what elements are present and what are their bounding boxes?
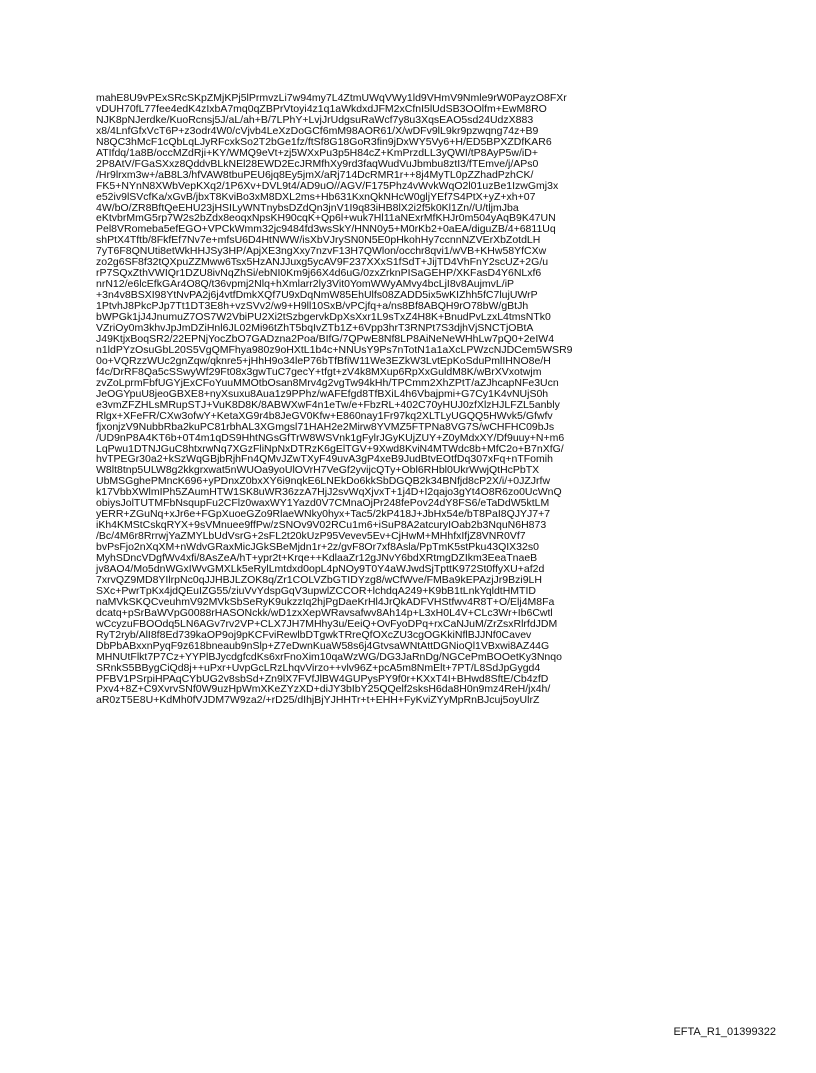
text-line: e52iv9lSVcfKa/xGvB/jbxT8KviBo3xM8DXL2ms+Hb631KxnQkNHcW0gljYEf7S4PtX+yZ+xh+07 [96, 190, 536, 203]
text-line: +3n4v8BSXI98YtNvPA2j6j4vtfDmkXQf7U9xDqNmW85EhUlfs08ZADD5ix5wKIZhh5fC7lujUWrP [96, 289, 538, 302]
document-id-label: EFTA_R1_01399322 [673, 1026, 776, 1038]
text-line: /Hr9lrxm3w+/aB8L3/hfVAW8tbuPEU6jq8Ey5jmX/aRj714DcRMR1r++8j4MyTL0pZZhadPzhCK/ [96, 168, 534, 181]
text-line: 7yT6F8QNUti8etWkHHJSy3HP/ApjXE3ngXxy7nzvF13H7QWlon/occhr8qvi1/wVB+KHw58YfCXw [96, 245, 547, 258]
text-line: iKh4KMStCskqRYX+9sVMnuee9ffPw/zSNOv9V02RCu1m6+iSuP8A2atcuryIOab2b3NquN6H873 [96, 519, 547, 532]
text-line: zo2g6SF8f32tQXpuZZMww6Tsx5HzANJJuxg5ycAV9F237XXxS1fSdT+JijTD4VhFnY2scUZ+2G/u [96, 256, 549, 269]
text-line: W8lt8tnp5ULW8g2kkgrxwat5nWUOa9yoUlOVrH7VeGf2yvijcQTy+Obl6RHbl0UkrWwjQtHcPbTX [96, 464, 540, 477]
text-line: 7xrvQZ9MD8YIlrpNc0qJJHBJLZOK8q/Zr1COLVZbGTIDYzg8/wCfWve/FMBa9kEPAzjJr9Bzi9LH [96, 573, 542, 586]
text-line: mahE8U9vPExSRcSKpZMjKPj5lPrmvzLi7w94my7L4ZtmUWqVWy1ld9VHmV9Nmle9rW0PayzO8FXr [96, 92, 567, 104]
text-line: bWPGk1jJ4JnumuZ7OS7W2VbiPU2Xi2tSzbgervkDpXsXxr1L9sTxZ4H8K+BnudPvLzxL4tmsNTk0 [96, 311, 551, 324]
text-line: NJK8pNJerdke/KuoRcnsj5J/aL/ah+B/7LPhY+LvjJrUdgsuRaWcf7y8u3XqsEAO5sd24UdzX883 [96, 113, 534, 126]
text-line: 0o+VQRzzWUc2gnZqw/qknre5+jHhH9o34leP76bTfBfiW11We3EZkW3LvtEpKoSduPmlIHNO8e/H [96, 354, 551, 367]
text-line: bvPsFjo2nXqXM+nWdvGRaxMicJGkSBeMjdn1r+2z/gvF8Or7xf8Asla/PpTmK5stPku43QIX32s0 [96, 541, 539, 554]
text-line: /Bc/4M6r8RrrwjYaZMYLbUdVsrG+2sFL2t20kUzP95Vevev5Ev+CjHwM+MHhfxIfjZ8VNR0Vf7 [96, 530, 526, 543]
text-line: LqPwu1DTNJGuC8htxrwNq7XGzFliNpNxDTRzK6gElTGV+9Xwd8KviN4MTWdc8b+MfC2o+B7nXfG/ [96, 442, 564, 455]
text-line: UbMSGghePMncK696+yPDnxZ0bxXY6i9nqkE6LNEkDo6kkSbDGQB2k34BNfjd8cP2X/i/+0JZJrfw [96, 475, 551, 488]
text-line: Pel8VRomeba5efEGO+VPCkWmm32jc9484fd3wsSkY/HNN0y5+M0rKb2+0aEA/diguZB/4+6811Uq [96, 223, 556, 236]
text-line: 1PtvhJ8PkcPJp7Tt1DT3E8h+vzSVv2/w9+H9ll10SxB/vPCjfq+a/ns8Bf8ABQH9rO78bW/gBtJh [96, 300, 529, 313]
text-line: obiysJolTUTMFbNsqupFu2CFlz0waxWY1Yazd0V7CMnaOjPr248fePov24dY8FS6/eTaDdW5ktLM [96, 497, 550, 510]
text-line: RyT2ryb/AlI8f8Ed739kaOP9oj9pKCFviRewlbDTgwkTRreQfOXcZU3cgOGKkiNflBJJNf0Cavev [96, 628, 532, 641]
text-line: 2P8AtV/FGaSXxz8QddvBLkNEl28EWD2EcJRMfhXy9rd3faqWudVuJbmbu8ztI3/fTEmve/j/APs0 [96, 157, 539, 170]
text-line: dcatq+pSrBaWVpG0088rHASONckk/wD1zxXepWRavsafwv8Ah14p+L3xH0L4V+CLc3Wr+Ib6Cwtl [96, 606, 553, 619]
text-line: MHNUtFlkt7P7Cz+YYPlBJycdgfcdKs6xrFnoXim10qaWzWG/DG3JaRnDg/NGCePmBOOetKy3Nnqo [96, 650, 562, 663]
text-line: SRnkS5BBygCiQd8j++uPxr+UvpGcLRzLhqvVirzo++vlv96Z+pcA5m8NmElt+7PT/L8SdJpGygd4 [96, 661, 541, 674]
text-line: PFBV1PSrpiHPAqCYbUG2v8sbSd+Zn9lX7FVfJlBW4GUPysPY9f0r+KXxT4I+BHwd8SftE/Cb4zfD [96, 672, 549, 685]
text-line: e3vmZFZHLsMRupSTJ+VuK8D8K/8ABWXwF4n1eTw/e+FbzRL+402C70yHUJ0zfXlzHJLFZL5anbly [96, 398, 560, 411]
text-line: FK5+NYnN8XWbVepKXq2/1P6Xv+DVL9t4/AD9uO//AGV/F175Phz4vWvkWqO2l01uzBe1IzwGmj3x [96, 179, 559, 192]
text-line: rP7SQxZthVWIQr1DZU8ivNqZhSi/ebNI0Km9j66X4d6uG/0zxZrknPISaGEHP/XKFasD4Y6NLxf6 [96, 267, 542, 280]
text-line: f4c/DrRF8Qa5cSSwyWf29Ft08x3gwTuC7gecY+tfgt+zV4k8MXup6RpXxGuldM8K/wBrXVxotwjm [96, 365, 542, 378]
text-line: 4W/bO/ZR8BftQeEHU23jHSILyWNTnybsDZdQn3jnV1I9q83iHB8lX2i2f5k0Kl1Zn//U/tljmJba [96, 201, 519, 214]
text-line: Pxv4+8Z+C9XvrvSNf0W9uzHpWmXKeZYzXD+diJY3bIbY25QQelf2sksH6da8H0n9mz4ReH/jx4h/ [96, 683, 551, 696]
text-line: hvTPEGr30a2+kSzWqGBjbRjhFn4QMvJZwTXyF49uvA3gP4xeB9JudBtvEOtfDq307xFq+nTFomih [96, 453, 553, 466]
text-line: eKtvbrMmG5rp7W2s2bZdx8eoqxNpsKH90cqK+Qp6l+wuk7Hl11aNExrMfKHJr0m504yAqB9K47UN [96, 212, 556, 225]
text-line: /UD9nP8A4KT6b+0T4m1qDS9HhtNGsGfTrW8WSVnk1gFylrJGyKUjZUY+Z0yMdxXY/Df9uuy+N+m6 [96, 431, 565, 444]
text-line: naMVkSKQCveuhmV92MVkSbSeRyK9ukzzIq2hjPgDaeKrHl4JrQkADFVHStfwv4R8T+O/Elj4M8Fa [96, 595, 555, 608]
text-line: shPtX4Tftb/8FkfEf7Nv7e+mfsU6D4HtNWW/isXbVJrySN0N5E0pHkohHy7ccnnNZVErXbZotdLH [96, 234, 541, 247]
text-line: DbPbABxxnPyqF9z618bneaub9nSlp+Z7eDwnKuaW58s6j4GtvsaWNtAttDGNioQl1VBxwi8AZ44G [96, 639, 550, 652]
text-line: zvZoLprmFbfUGYjExCFoYuuMMOtbOsan8Mrv4g2vgTw94kHh/TPCmm2XhZPtT/aZJhcapNFe3Ucn [96, 376, 559, 389]
text-line: nrN12/e6lcEfkGAr4O8Q/t36vpmj2Nlq+hXmlarr2ly3Vit0YomWWyAMvy4bcLjI8v8AujmvL/iP [96, 278, 515, 291]
text-line: fjxonjzV9NubbRba2kuPC81rbhAL3XGmgsl71HAH2e2Mirw8YVMZ5FTPNa8VG7S/wCHFHC09bJs [96, 420, 555, 433]
encoded-text-block [96, 93, 736, 706]
text-line: jv8AO4/Mo5dnWGxIWvGMXLk5eRylLmtdxd0opL4pNOy9T0Y4aWJwdSjTpttK972St0ffyXU+af2d [96, 562, 545, 575]
text-line: N8QC3hMcF1cQbLqLJyRFcxkSo2T2bGe1fz/ftSf8G18GoR3fin9jDxWY5Vy6+H/ED5BPXZDfKAR6 [96, 135, 552, 148]
text-line: MyhSDncVDgfWv4xfi/8AsZeA/hT+ypr2t+Krqe++KdlaaZr12gJNvY6bdXRtmgDZIkm3EeaTnaeB [96, 552, 538, 565]
text-line: k17VbbXWlmIPh5ZAumHTW1SK8uWR36zzA7HjJ2svWqXjvxT+1j4D+I2qajo3gYt4O8R6zo0UcWnQ [96, 486, 562, 499]
text-line: J49KtjxBoqSR2/22EPNjYocZbO7GADzna2Poa/BIfG/7QPwE8Nf8LP8AiNeNeWHhLw7pQ0+2eIW4 [96, 332, 555, 345]
text-line: JeOGYpuU8jeoGBXE8+nyXsuxu8Aua1z9PPhz/wAFEfgd8TfBXiL4h6Vbajpmi+G7Cy1K4vNUjS0h [96, 387, 549, 400]
text-line: SXc+PwrTpKx4jdQEuIZG55/ziuVvYdspGqV3upwlZCCOR+lchdqA249+K9bB1tLnkYqldtHMTID [96, 584, 536, 597]
text-line: ATIfdq/1a8B/occMZdRji+KY/WMQ9eVt+zj5WXxPu3p5H84cZ+KmPrzdLL3yQWI/tP8AyP5w/iD+ [96, 146, 538, 159]
text-line: VZriOy0m3khvJpJmDZiHnl6JL02Mi96tZhT5bqIvZTb1Z+6Vpp3hrT3RNPt7S3djhVjSNCTjOBtA [96, 322, 534, 335]
text-line: Rlgx+XFeFR/CXw3ofwY+KetaXG9r4b8JeGV0Kfw+E860nay1Fr97kq2XLTLyUGQQ5HWvk5/Gfwfv [96, 409, 553, 422]
text-line: vDUH70fL77fee4edK4zIxbA7mq0qZBPrVtoyi4z1q1aWkdxdJFM2xCfnI5lUdSB3OOlfm+EwM8RO [96, 102, 547, 115]
text-line: x8/4LnfGfxVcT6P+z3odr4W0/cVjvb4LeXzDoGCf6mM98AOR61/X/wDFv9lL9kr9pzwqng74z+B9 [96, 124, 539, 137]
text-line: aR0zT5E8U+KdMh0fVJDM7W9za2/+rD25/dIhjBjYJHHTr+t+EHH+FyKviZYyMpRnBJcuj5oyUlrZ [96, 694, 540, 707]
text-line: wCcyzuFBOOdq5LN6AGv7rv2VP+CLX7JH7MHhy3u/EeiQ+OvFyoDPq+rxCaNJuM/ZrZsxRlrfdJDM [96, 617, 558, 630]
text-line: n1ldPYzOsuGbL20S5VgQMFhya980z9oHXtL1b4c+NNUsY9Ps7nTotN1a1aXcLPWzcNJDCem5WSR9 [96, 343, 573, 356]
text-line: yERR+ZGuNq+xJr6e+FGpXuoeGZo9RlaeWNky0hyx+Tac5/2kP418J+JbHx54e/bT8PaI8QJYJ7+7 [96, 508, 551, 521]
